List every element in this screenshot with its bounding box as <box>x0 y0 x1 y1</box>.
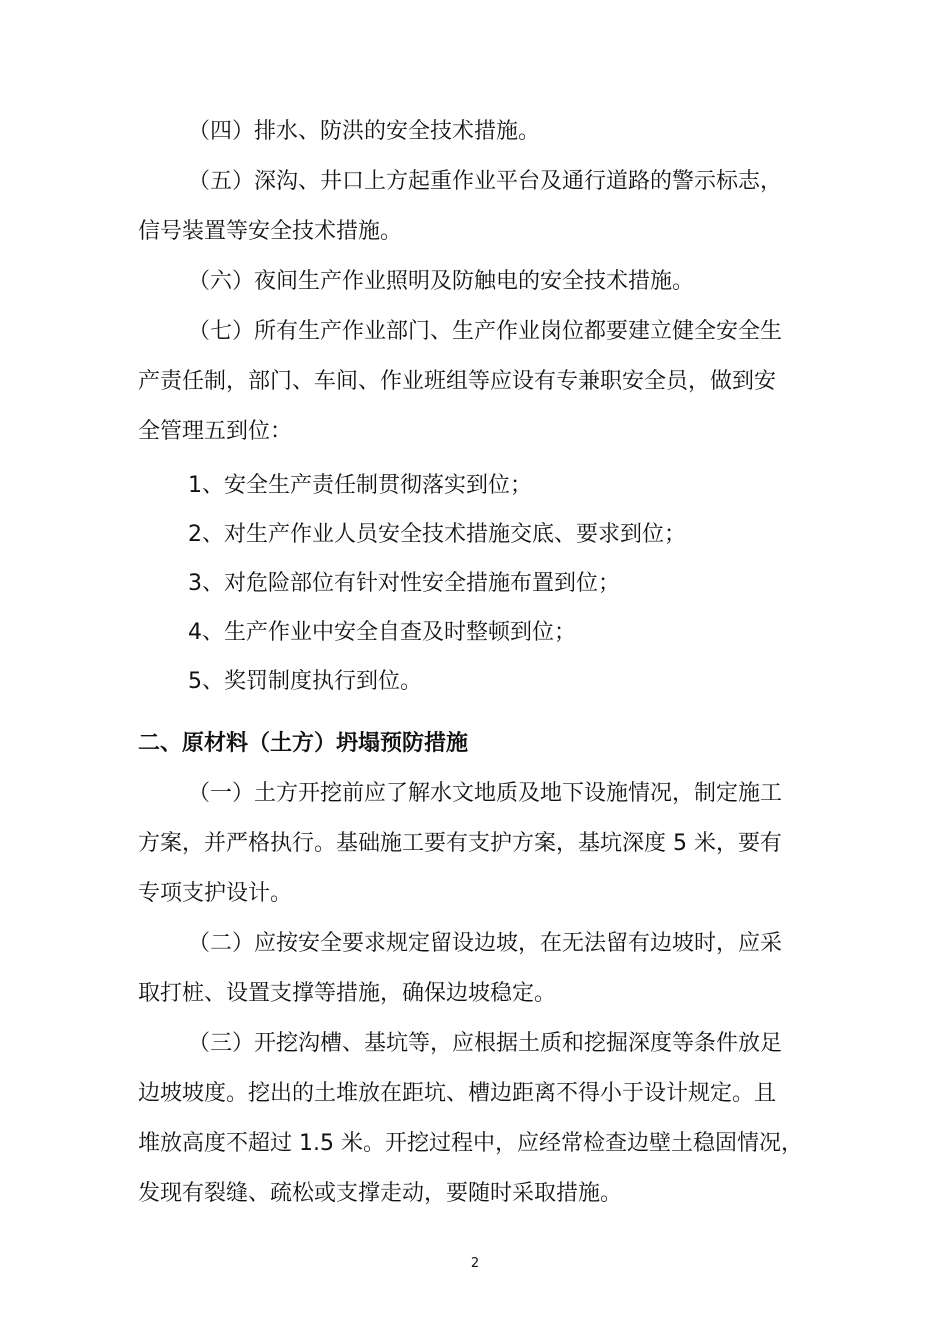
list-item: 1、安全生产责任制贯彻落实到位； <box>188 473 532 498</box>
paragraph-line: （二）应按安全要求规定留设边坡，在无法留有边坡时，应采 <box>188 931 783 956</box>
paragraph-line: 方案，并严格执行。基础施工要有支护方案，基坑深度 5 米，要有 <box>138 831 782 856</box>
paragraph-line: 信号装置等安全技术措施。 <box>138 219 403 244</box>
paragraph-line: （六）夜间生产作业照明及防触电的安全技术措施。 <box>188 269 695 294</box>
paragraph-line: 全管理五到位： <box>138 419 293 444</box>
paragraph-line: （四）排水、防洪的安全技术措施。 <box>188 119 541 144</box>
paragraph-line: 专项支护设计。 <box>138 881 293 906</box>
paragraph-line: （一）土方开挖前应了解水文地质及地下设施情况，制定施工 <box>188 781 783 806</box>
paragraph-line: 堆放高度不超过 1.5 米。开挖过程中，应经常检查边壁土稳固情况， <box>138 1131 803 1156</box>
list-item: 3、对危险部位有针对性安全措施布置到位； <box>188 571 620 596</box>
paragraph-line: （五）深沟、井口上方起重作业平台及通行道路的警示标志， <box>188 169 783 194</box>
section-heading: 二、原材料（土方）坍塌预防措施 <box>138 731 469 756</box>
paragraph-line: 产责任制，部门、车间、作业班组等应设有专兼职安全员，做到安 <box>138 369 777 394</box>
list-item: 4、生产作业中安全自查及时整顿到位； <box>188 620 576 645</box>
page-number: 2 <box>470 1256 480 1271</box>
paragraph-line: 发现有裂缝、疏松或支撑走动，要随时采取措施。 <box>138 1181 623 1206</box>
paragraph-line: 取打桩、设置支撑等措施，确保边坡稳定。 <box>138 981 557 1006</box>
paragraph-line: （七）所有生产作业部门、生产作业岗位都要建立健全安全生 <box>188 319 783 344</box>
list-item: 2、对生产作业人员安全技术措施交底、要求到位； <box>188 522 686 547</box>
paragraph-line: （三）开挖沟槽、基坑等，应根据土质和挖掘深度等条件放足 <box>188 1031 783 1056</box>
paragraph-line: 边坡坡度。挖出的土堆放在距坑、槽边距离不得小于设计规定。且 <box>138 1081 777 1106</box>
list-item: 5、奖罚制度执行到位。 <box>188 669 422 694</box>
